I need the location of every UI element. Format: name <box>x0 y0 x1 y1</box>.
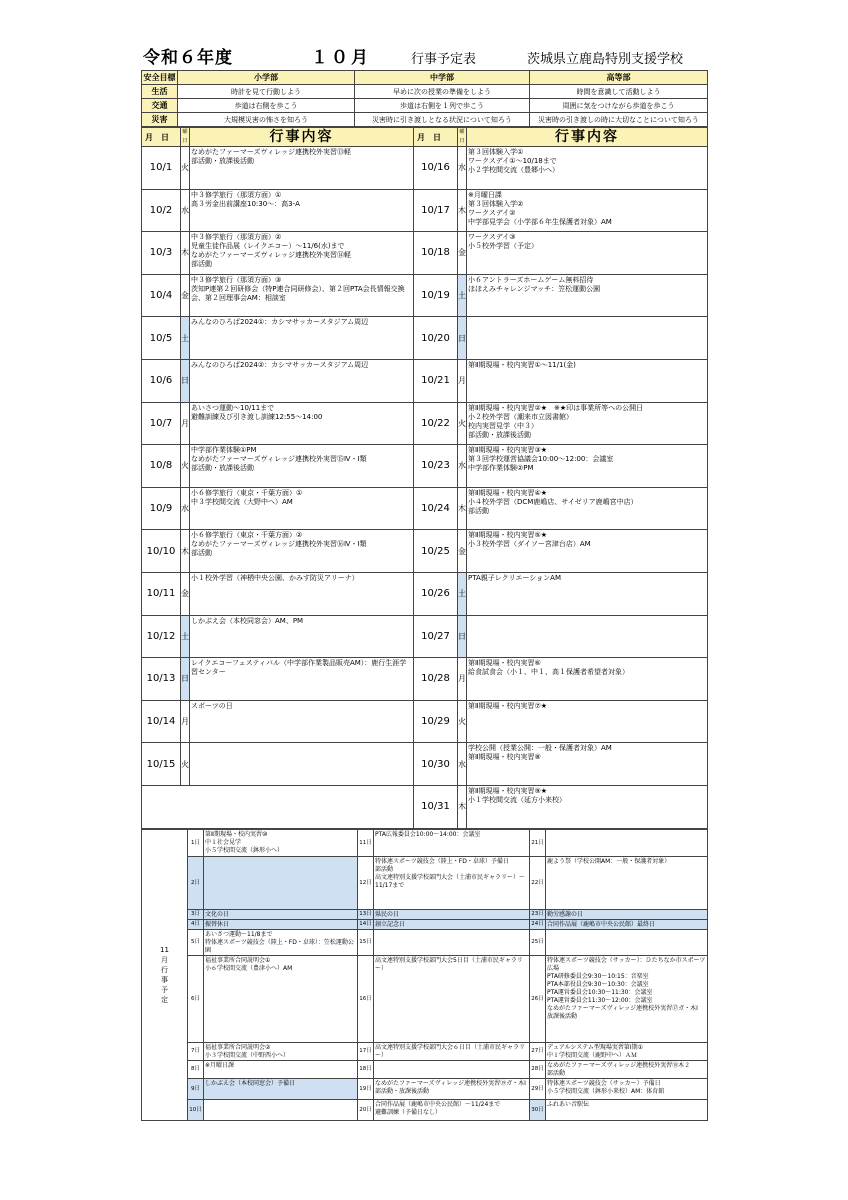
event-date: 10/5 <box>142 317 181 360</box>
event-weekday: 日 <box>181 359 190 402</box>
event-date: 10/16 <box>414 147 458 190</box>
november-event <box>204 856 358 909</box>
event-weekday: 日 <box>458 615 467 658</box>
november-event: 第Ⅱ期現場・校内実習⑩ 中１社会見学 小５学校間交流（鉢形小へ） <box>204 829 358 856</box>
october-row <box>142 743 708 786</box>
goal-row-traffic <box>142 99 708 113</box>
event-content: ワークスデイ③ 小５校外学習（予定） <box>467 232 708 275</box>
november-event: 特体連スポーツ競技会（サッカー）：ひたちなか市スポーツ広場 PTA研修委員会9:30～10:15：音楽室 PTA本部役員会9:30～10:30：会議室 PTA運営委員会10:30～11:30：会議室 PTA運営委員会11:30～12:00：会議室 なめがたファーマーズヴィレッジ連携校外実習⑰ガ・木Ⅰ 放課後活動 <box>546 955 708 1042</box>
november-day: 7日 <box>188 1042 204 1060</box>
event-weekday: 土 <box>181 615 190 658</box>
october-header-row <box>142 128 708 147</box>
november-day: 13日 <box>359 911 372 917</box>
november-label-char: 事 <box>161 975 168 984</box>
goal-cell: 大規模災害の怖さを知ろう <box>178 113 355 127</box>
goal-cell: 災害時の引き渡しの時に大切なことについて知ろう <box>530 113 708 127</box>
event-date: 10/1 <box>142 147 181 190</box>
event-weekday: 月 <box>458 359 467 402</box>
event-weekday: 金 <box>458 530 467 573</box>
event-weekday: 日 <box>458 317 467 360</box>
november-event: ※月曜日課 <box>204 1060 358 1078</box>
november-day: 22日 <box>530 856 546 909</box>
goal-category: 交通 <box>142 99 178 113</box>
event-weekday: 火 <box>181 445 190 488</box>
event-date: 10/20 <box>414 317 458 360</box>
goal-cell: 周囲に気をつけながら歩道を歩こう <box>530 99 708 113</box>
november-event: 高文連特別支援学校部門大会６日目（土浦市民ギャラリー） <box>374 1042 530 1060</box>
event-weekday: 木 <box>181 530 190 573</box>
event-date: 10/12 <box>142 615 181 658</box>
goal-cell: 災害時に引き渡しとなる状況について知ろう <box>355 113 530 127</box>
october-schedule-table <box>141 127 708 829</box>
october-row <box>142 700 708 743</box>
november-day: 10日 <box>188 1099 204 1120</box>
event-date: 10/27 <box>414 615 458 658</box>
november-label <box>142 829 188 1120</box>
goal-cell: 歩道は右側を１列で歩こう <box>355 99 530 113</box>
event-content: 第Ⅱ期現場・校内実習⑤★ 小３校外学習（ダイソー宮津台店）AM <box>467 530 708 573</box>
october-row <box>142 785 708 828</box>
november-day: 17日 <box>358 1042 374 1060</box>
november-event <box>374 929 530 955</box>
month-title: １０月 <box>311 48 371 68</box>
november-event: あいさつ運動～11/8まで 特体連スポーツ競技会（陸上・FD・卓球）：笠松運動公園 <box>204 929 358 955</box>
event-content: しかぶえ会（本校同窓会）AM、PM <box>190 615 414 658</box>
event-content: みんなのひろば2024①：カシマサッカースタジアム周辺 <box>190 317 414 360</box>
event-weekday: 土 <box>458 572 467 615</box>
content-column-header: 行事内容 <box>467 128 708 147</box>
event-content <box>467 615 708 658</box>
november-day: 25日 <box>530 929 546 955</box>
event-weekday: 月 <box>458 658 467 701</box>
october-row <box>142 402 708 445</box>
october-row <box>142 274 708 317</box>
november-event: PTA広報委員会10:00～14:00：会議室 <box>374 829 530 856</box>
november-day: 11日 <box>358 829 374 856</box>
event-content: 小１校外学習（神栖中央公園、かみす防災アリーナ） <box>190 572 414 615</box>
event-date: 10/17 <box>414 189 458 232</box>
november-event: 合同作品展（鹿嶋市中央公民館）最終日 <box>546 919 708 929</box>
empty-cell <box>142 785 414 828</box>
event-date: 10/30 <box>414 743 458 786</box>
event-weekday: 水 <box>458 743 467 786</box>
date-column-header: 月 日 <box>142 128 181 147</box>
event-content: 第Ⅱ期現場・校内実習④★ 小４校外学習（DCM鹿嶋店、サイゼリア鹿嶋宮中店） 部活動 <box>467 487 708 530</box>
event-date: 10/15 <box>142 743 181 786</box>
november-row <box>142 909 708 919</box>
november-event: 鹿よう祭（学校公開AM：一般・保護者対象） <box>546 856 708 909</box>
october-row <box>142 615 708 658</box>
event-content: スポーツの日 <box>190 700 414 743</box>
november-day: 23日 <box>531 911 544 917</box>
november-day: 1日 <box>188 829 204 856</box>
november-day: 5日 <box>188 929 204 955</box>
november-day: 3日 <box>188 909 204 919</box>
event-content: レイクエコーフェスティバル（中学部作業製品販売AM）：鹿行生涯学習センター <box>190 658 414 701</box>
november-row <box>142 1099 708 1120</box>
event-date: 10/24 <box>414 487 458 530</box>
event-weekday: 木 <box>458 785 467 828</box>
event-content: なめがたファーマーズヴィレッジ連携校外実習⑬軽 部活動・放課後活動 <box>190 147 414 190</box>
col-high-school: 高等部 <box>530 71 708 85</box>
november-event: なめがたファーマーズヴィレッジ連携校外実習⑲ガ・木Ⅰ 部活動・放課後活動 <box>374 1078 530 1099</box>
event-weekday: 火 <box>181 743 190 786</box>
november-label-char: 予 <box>161 985 168 994</box>
november-day: 4日 <box>188 919 204 929</box>
goal-cell: 時計を見て行動しよう <box>178 85 355 99</box>
november-event <box>546 929 708 955</box>
event-content: 学校公開（授業公開：一般・保護者対象）AM 第Ⅱ期現場・校内実習⑧ <box>467 743 708 786</box>
goal-cell: 時間を意識して活動しよう <box>530 85 708 99</box>
event-content: ※月曜日課 第３回体験入学② ワークスデイ② 中学部見学会（小学部６年生保護者対象）AM <box>467 189 708 232</box>
weekday-column-header: 曜日 <box>458 128 467 147</box>
event-date: 10/4 <box>142 274 181 317</box>
event-weekday: 月 <box>181 402 190 445</box>
event-content: 第Ⅱ期現場・校内実習①～11/1(金) <box>467 359 708 402</box>
event-weekday: 水 <box>181 487 190 530</box>
event-date: 10/13 <box>142 658 181 701</box>
october-row <box>142 445 708 488</box>
page-header <box>141 38 707 70</box>
november-event: 勤労感謝の日 <box>546 909 708 919</box>
event-date: 10/18 <box>414 232 458 275</box>
safety-goals-header <box>142 71 708 85</box>
october-row <box>142 189 708 232</box>
event-date: 10/19 <box>414 274 458 317</box>
november-day: 19日 <box>358 1078 374 1099</box>
goal-cell: 歩道は右側を歩こう <box>178 99 355 113</box>
event-weekday: 金 <box>181 572 190 615</box>
safety-goals-label: 安全目標 <box>142 71 178 85</box>
event-date: 10/14 <box>142 700 181 743</box>
event-weekday: 火 <box>181 147 190 190</box>
event-date: 10/22 <box>414 402 458 445</box>
event-weekday: 火 <box>458 402 467 445</box>
event-content: 第Ⅱ期現場・校内実習②★ ※★印は事業所等への公開日 小２校外学習（潮来市立図書館） 校内実習見学（中３） 部活動・放課後活動 <box>467 402 708 445</box>
event-date: 10/29 <box>414 700 458 743</box>
event-content: 第Ⅱ期現場・校内実習⑥ 給食試食会（小１、中１、高１保護者希望者対象） <box>467 658 708 701</box>
event-content <box>190 743 414 786</box>
event-weekday: 土 <box>181 317 190 360</box>
november-event: 県民の日 <box>374 909 530 919</box>
event-date: 10/28 <box>414 658 458 701</box>
goal-cell: 早めに次の授業の準備をしよう <box>355 85 530 99</box>
november-day: 29日 <box>530 1078 546 1099</box>
event-content: 小６アントラーズホームゲーム無料招待 ほほえみチャレンジマッチ：笠松運動公園 <box>467 274 708 317</box>
event-weekday: 木 <box>458 487 467 530</box>
november-row <box>142 856 708 909</box>
october-row <box>142 359 708 402</box>
event-content: 第Ⅱ期現場・校内実習⑨★ 小１学校間交流（延方小来校） <box>467 785 708 828</box>
november-day: 2日 <box>188 856 204 909</box>
november-day: 18日 <box>358 1060 374 1078</box>
november-day: 21日 <box>530 829 546 856</box>
schedule-sheet <box>141 38 707 1121</box>
october-row <box>142 572 708 615</box>
event-weekday: 土 <box>458 274 467 317</box>
col-elementary: 小学部 <box>178 71 355 85</box>
event-content: 小６修学旅行（東京・千葉方面）① 中３学校間交流（大野中へ）AM <box>190 487 414 530</box>
event-date: 10/25 <box>414 530 458 573</box>
november-row <box>142 929 708 955</box>
school-name: 茨城県立鹿島特別支援学校 <box>527 52 684 67</box>
november-event: なめがたファーマーズヴィレッジ連携校外実習⑱木２ 部活動 <box>546 1060 708 1078</box>
event-date: 10/21 <box>414 359 458 402</box>
october-row <box>142 658 708 701</box>
event-weekday: 水 <box>458 445 467 488</box>
event-date: 10/31 <box>414 785 458 828</box>
content-column-header: 行事内容 <box>190 128 414 147</box>
document-type: 行事予定表 <box>411 52 477 67</box>
november-row <box>142 955 708 1042</box>
november-row <box>142 919 708 929</box>
goal-category: 生活 <box>142 85 178 99</box>
november-event: 福祉事業所合同説明会② 小３学校間交流（中野西小へ） <box>204 1042 358 1060</box>
event-date: 10/8 <box>142 445 181 488</box>
event-weekday: 月 <box>181 700 190 743</box>
event-content: あいさつ運動～10/11まで 避難訓練及び引き渡し訓練12:55～14:00 <box>190 402 414 445</box>
event-weekday: 水 <box>181 189 190 232</box>
november-event: 創立記念日 <box>374 919 530 929</box>
november-schedule-table <box>141 829 708 1121</box>
event-weekday: 日 <box>181 658 190 701</box>
event-content: 第Ⅱ期現場・校内実習③★ 第３回学校運営協議会10:00～12:00：会議室 中学部作業体験②PM <box>467 445 708 488</box>
november-event: 特体連スポーツ競技会（サッカー）予備日 小５学校間交流（鉢形小来校）AM：体育館 <box>546 1078 708 1099</box>
november-event: 特体連スポーツ競技会（陸上・FD・卓球）予備日 部活動 高文連特別支援学校部門大会（土浦市民ギャラリー）～11/17まで <box>374 856 530 909</box>
event-weekday: 火 <box>458 700 467 743</box>
goal-category: 災害 <box>142 113 178 127</box>
october-row <box>142 317 708 360</box>
november-label-char: 月 <box>161 955 168 964</box>
november-event: 振替休日 <box>204 919 358 929</box>
november-day: 26日 <box>530 955 546 1042</box>
col-junior-high: 中学部 <box>355 71 530 85</box>
event-date: 10/6 <box>142 359 181 402</box>
november-event: 福祉事業所合同説明会① 小６学校間交流（豊津小へ）AM <box>204 955 358 1042</box>
event-date: 10/26 <box>414 572 458 615</box>
weekday-column-header: 曜日 <box>181 128 190 147</box>
event-content: 中３修学旅行（那須方面）① 高３労金出前講座10:30～：高3-A <box>190 189 414 232</box>
november-day: 15日 <box>358 929 374 955</box>
fiscal-year-title: 令和６年度 <box>143 48 233 68</box>
event-content: PTA親子レクリエーションAM <box>467 572 708 615</box>
event-weekday: 金 <box>458 232 467 275</box>
november-day: 14日 <box>359 921 372 927</box>
november-event <box>374 1060 530 1078</box>
november-event: 合同作品展（鹿嶋市中央公民館）～11/24まで 避難訓練（予備日なし） <box>374 1099 530 1120</box>
event-weekday: 木 <box>458 189 467 232</box>
event-content: 中３修学旅行（那須方面）③ 茨知P連第２回研修会（特P連合同研修会）、第２回PTA会長情報交換会、第２回理事会AM：相談室 <box>190 274 414 317</box>
november-day: 16日 <box>358 955 374 1042</box>
event-content: みんなのひろば2024②：カシマサッカースタジアム周辺 <box>190 359 414 402</box>
event-content: 小６修学旅行（東京・千葉方面）② なめがたファーマーズヴィレッジ連携校外実習⑯Ⅳ・Ⅰ類 部活動 <box>190 530 414 573</box>
november-row <box>142 1042 708 1060</box>
november-event: ふれあい音駅伝 <box>546 1099 708 1120</box>
event-weekday: 金 <box>181 274 190 317</box>
date-column-header: 月 日 <box>414 128 458 147</box>
november-day: 9日 <box>188 1078 204 1099</box>
november-day: 20日 <box>358 1099 374 1120</box>
event-content: 中学部作業体験①PM なめがたファーマーズヴィレッジ連携校外実習⑮Ⅳ・Ⅰ類 部活動・放課後活動 <box>190 445 414 488</box>
event-content: 中３修学旅行（那須方面）② 児童生徒作品展（レイクエコー）～11/6(水)まで なめがたファーマーズヴィレッジ連携校外実習⑭軽 部活動 <box>190 232 414 275</box>
november-event: 文化の日 <box>204 909 358 919</box>
october-row <box>142 487 708 530</box>
event-date: 10/9 <box>142 487 181 530</box>
november-row <box>142 829 708 856</box>
november-event <box>204 1099 358 1120</box>
november-day: 24日 <box>531 921 544 927</box>
november-event <box>546 829 708 856</box>
october-row <box>142 530 708 573</box>
november-event: しかぶえ会（本校同窓会）予備日 <box>204 1078 358 1099</box>
goal-row-life <box>142 85 708 99</box>
november-day: 27日 <box>530 1042 546 1060</box>
event-weekday: 水 <box>458 147 467 190</box>
goal-row-disaster <box>142 113 708 127</box>
event-content: 第Ⅱ期現場・校内実習⑦★ <box>467 700 708 743</box>
november-day: 28日 <box>530 1060 546 1078</box>
event-date: 10/7 <box>142 402 181 445</box>
november-day: 12日 <box>358 856 374 909</box>
event-date: 10/11 <box>142 572 181 615</box>
november-day: 8日 <box>188 1060 204 1078</box>
november-label-char: 定 <box>161 995 168 1004</box>
event-date: 10/3 <box>142 232 181 275</box>
event-content: 第３回体験入学① ワークスデイ①～10/18まで 小２学校間交流（豊郷小へ） <box>467 147 708 190</box>
november-day: 6日 <box>188 955 204 1042</box>
november-label-char: 11 <box>160 945 169 954</box>
october-row <box>142 147 708 190</box>
october-row <box>142 232 708 275</box>
november-row <box>142 1078 708 1099</box>
safety-goals-table <box>141 70 708 127</box>
event-date: 10/2 <box>142 189 181 232</box>
event-date: 10/23 <box>414 445 458 488</box>
event-weekday: 木 <box>181 232 190 275</box>
november-row <box>142 1060 708 1078</box>
event-content <box>467 317 708 360</box>
november-event: 高文連特別支援学校部門大会5日目（土浦市民ギャラリー） <box>374 955 530 1042</box>
november-event: デュアルシステム型現場実習第Ⅰ期① 中１学校間交流（鹿野中へ）ＡＭ <box>546 1042 708 1060</box>
event-date: 10/10 <box>142 530 181 573</box>
november-day: 30日 <box>530 1099 546 1120</box>
november-label-char: 行 <box>161 965 168 974</box>
